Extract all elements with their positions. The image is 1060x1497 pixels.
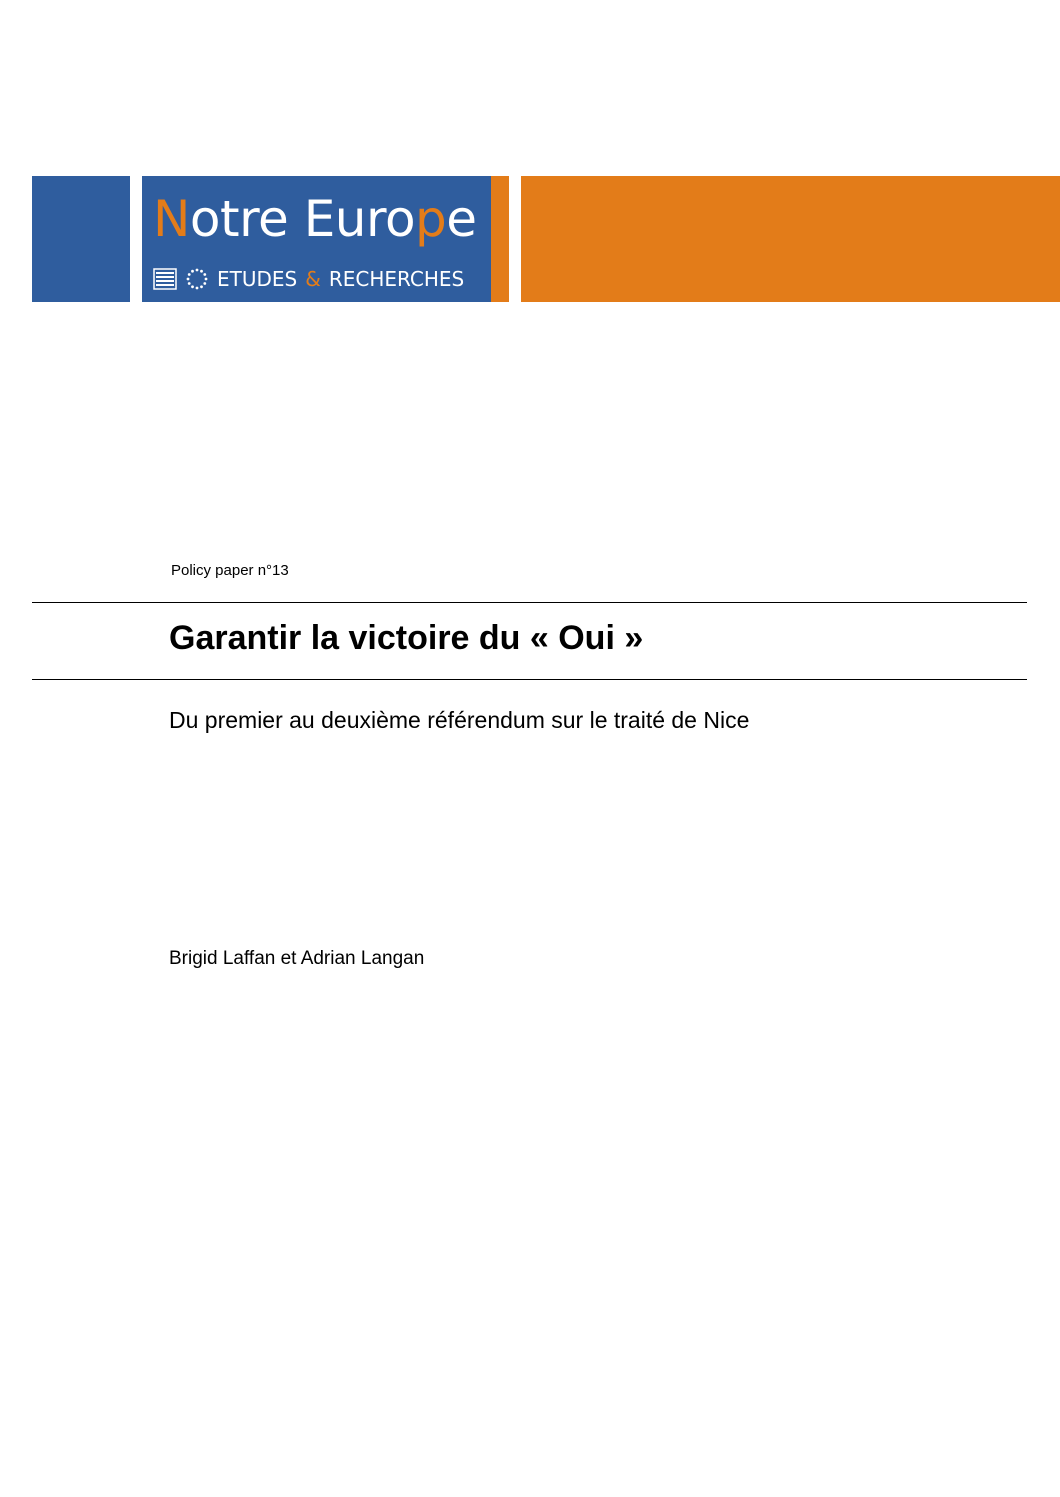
- logo-subtitle-etudes: ETUDES: [217, 267, 298, 291]
- logo-text-middle: otre Euro: [189, 190, 416, 248]
- document-authors: Brigid Laffan et Adrian Langan: [169, 948, 425, 969]
- eu-stars-icon: [185, 267, 209, 291]
- title-bottom-rule: [32, 679, 1027, 680]
- logo-text-end: e: [446, 190, 477, 248]
- title-top-rule: [32, 602, 1027, 603]
- logo-letter-p: p: [415, 190, 447, 248]
- document-title: Garantir la victoire du « Oui »: [169, 619, 644, 657]
- logo-letter-n: N: [153, 190, 190, 248]
- logo-subtitle: [153, 264, 464, 294]
- header-orange-stripe: [491, 176, 509, 302]
- logo-subtitle-recherches: RECHERCHES: [328, 267, 465, 291]
- logo-subtitle-ampersand: &: [305, 267, 321, 291]
- series-label: Policy paper n°13: [171, 562, 289, 579]
- header-orange-block: [521, 176, 1060, 302]
- header-blue-block-left: [32, 176, 130, 302]
- document-lines-icon: [153, 267, 177, 291]
- document-subtitle: Du premier au deuxième référendum sur le traité de Nice: [169, 707, 750, 733]
- logo-wordmark: [153, 190, 477, 248]
